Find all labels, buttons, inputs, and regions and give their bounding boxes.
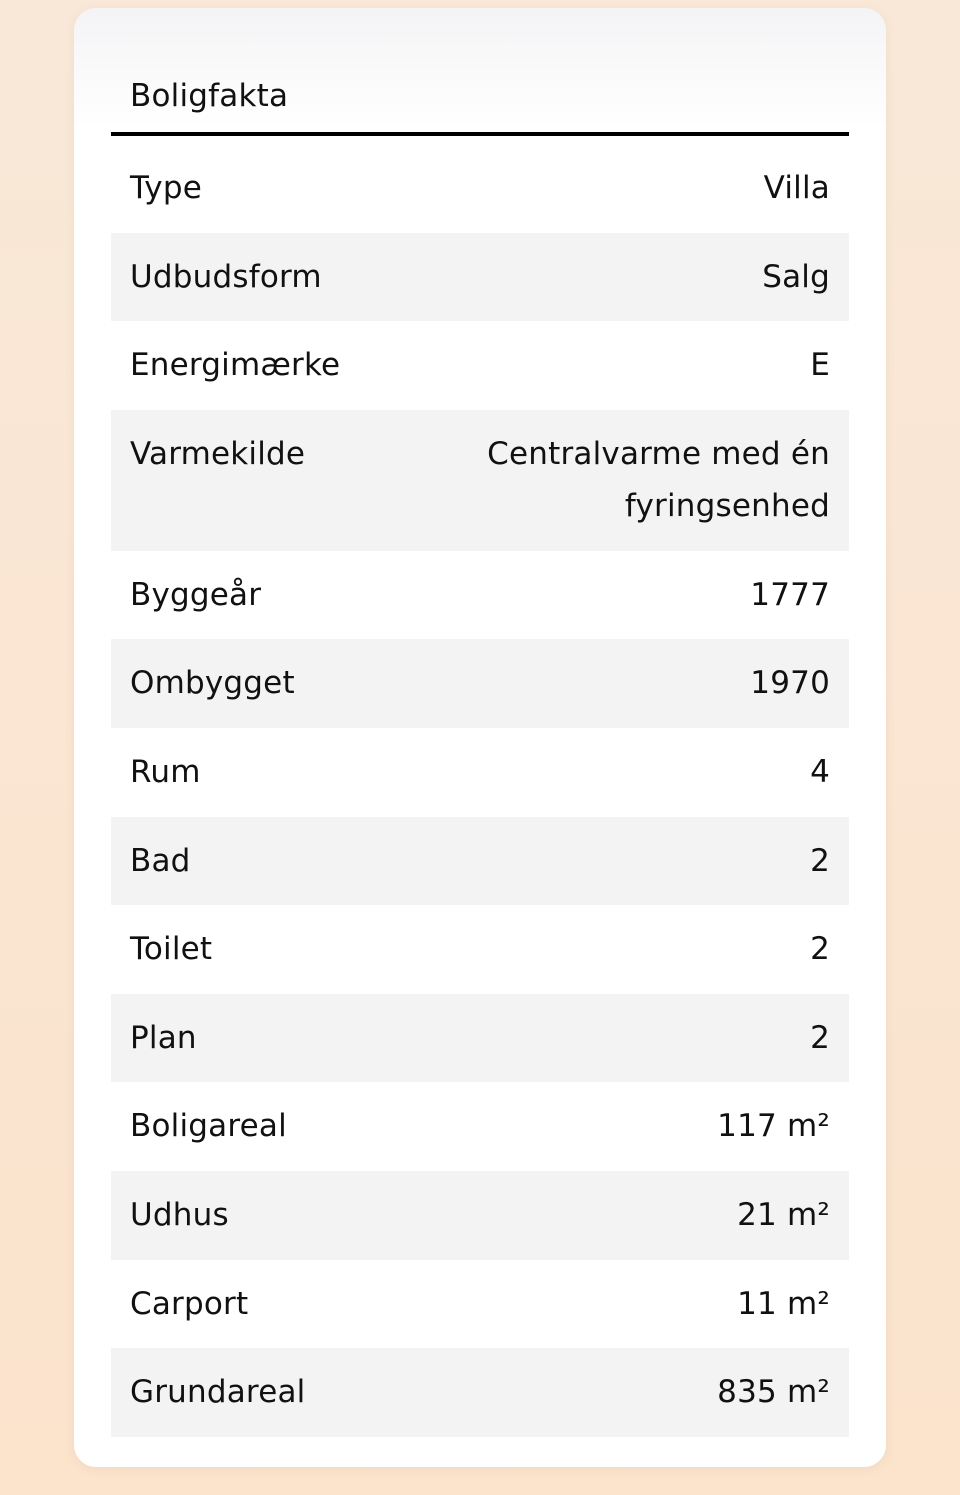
fact-value: Salg xyxy=(762,258,830,295)
fact-row-ombygget xyxy=(111,639,849,728)
fact-label: Rum xyxy=(130,753,201,790)
fact-label: Grundareal xyxy=(130,1374,306,1411)
fact-value: E xyxy=(810,347,830,384)
fact-row-udbudsform xyxy=(111,233,849,322)
fact-row-rum xyxy=(111,728,849,817)
title-divider xyxy=(111,132,849,136)
fact-row-carport xyxy=(111,1260,849,1349)
fact-row-toilet xyxy=(111,905,849,994)
fact-value: 835 m² xyxy=(717,1374,830,1411)
boligfakta-card xyxy=(74,8,886,1467)
fact-value: 21 m² xyxy=(737,1196,830,1233)
fact-row-varmekilde xyxy=(111,410,849,551)
card-title: Boligfakta xyxy=(130,78,289,114)
fact-row-grundareal xyxy=(111,1348,849,1437)
fact-value: 4 xyxy=(810,753,830,790)
fact-label: Toilet xyxy=(130,931,213,968)
fact-label: Plan xyxy=(130,1019,197,1056)
fact-label: Varmekilde xyxy=(130,435,306,472)
fact-label: Byggeår xyxy=(130,576,262,613)
fact-label: Energimærke xyxy=(130,347,341,384)
fact-value: 2 xyxy=(810,1019,830,1056)
fact-value: 1777 xyxy=(750,576,830,613)
fact-row-byggeaar xyxy=(111,551,849,640)
fact-row-energimaerke xyxy=(111,321,849,410)
fact-row-type xyxy=(111,144,849,233)
fact-label: Udbudsform xyxy=(130,258,322,295)
fact-label: Carport xyxy=(130,1285,249,1322)
fact-value: 2 xyxy=(810,931,830,968)
fact-row-boligareal xyxy=(111,1082,849,1171)
fact-row-bad xyxy=(111,817,849,906)
fact-label: Bad xyxy=(130,842,191,879)
fact-value: 2 xyxy=(810,842,830,879)
fact-label: Boligareal xyxy=(130,1108,287,1145)
fact-label: Ombygget xyxy=(130,665,295,702)
fact-row-plan xyxy=(111,994,849,1083)
fact-value: Centralvarme med én fyringsenhed xyxy=(487,435,830,524)
fact-value: 11 m² xyxy=(737,1285,830,1322)
facts-list xyxy=(111,144,849,1437)
fact-label: Type xyxy=(130,170,203,206)
fact-value: Villa xyxy=(763,170,830,206)
fact-row-udhus xyxy=(111,1171,849,1260)
fact-value: 117 m² xyxy=(717,1108,830,1145)
fact-label: Udhus xyxy=(130,1196,229,1233)
fact-value: 1970 xyxy=(750,665,830,702)
